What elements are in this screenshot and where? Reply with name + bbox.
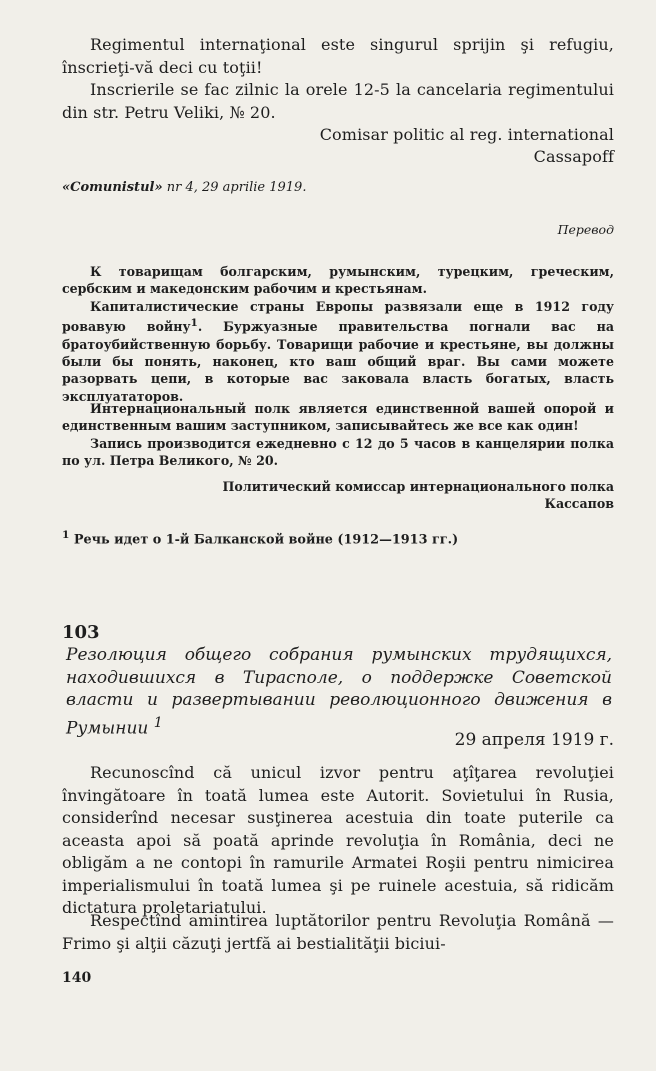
romanian-paragraph-2: Inscrierile se fac zilnic la orele 12-5 la cancelaria regimentului din str. Petru Veliki, № 20. xyxy=(62,80,614,122)
footnote-reference: 1 xyxy=(190,317,198,330)
russian-paragraph-2-text-a: Капиталистические страны Европы развязали еще в 1912 году ровавую войну xyxy=(62,299,614,335)
russian-signature-title: Политический комиссар интернационального полка xyxy=(222,479,614,494)
document-title-note: 1 xyxy=(153,714,163,731)
russian-paragraph-4: Запись производится ежедневно с 12 до 5 часов в канцелярии полка по ул. Петра Великого, № 20. xyxy=(62,436,614,469)
resolution-paragraph-2: Respectînd amintirea luptătorilor pentru Revoluţia Română — Frimo şi alţii căzuţi jertfă ai bestialităţii biciui- xyxy=(62,911,614,953)
romanian-paragraph-1: Regimentul internaţional este singurul sprijin şi refugiu, înscrieţi-vă deci cu toţii! xyxy=(62,35,614,77)
document-number: 103 xyxy=(62,622,100,643)
footnote xyxy=(62,528,614,547)
document-title-text: Резолюция общего собрания румынских трудящихся, находившихся в Тирасполе, о поддержке Советской власти и развертывании революционного движения в Румынии xyxy=(66,645,612,739)
document-date: 29 апреля 1919 г. xyxy=(454,730,614,750)
russian-paragraph-2-text-b: . Буржуазные правительства погнали вас на братоубийственную борьбу. Товарищи рабочие и крестьяне, вы должны были бы понять, наконец, кто ваш общий враг. Вы сами можете разорвать цепи, в которые вас заковала власть богатых, власть эксплуататоров. xyxy=(62,319,615,404)
footnote-text: Речь идет о 1-й Балканской войне (1912—1913 гг.) xyxy=(73,532,459,548)
footnote-mark: 1 xyxy=(62,528,70,541)
russian-paragraph-3: Интернациональный полк является единственной вашей опорой и единственным вашим заступником, записывайтесь же все как один! xyxy=(62,401,614,434)
russian-paragraph-2 xyxy=(62,298,614,405)
russian-signature-name: Кассапов xyxy=(544,496,614,511)
russian-paragraph-1: К товарищам болгарским, румынским, турецким, греческим, сербским и македонским рабочим и крестьянам. xyxy=(62,264,614,297)
romanian-signature-name: Cassapoff xyxy=(533,147,614,166)
resolution-paragraph-1: Recunoscînd că unicul izvor pentru aţîţarea revoluţiei învingătoare în toată lumea este Autorit. Sovietului în Rusia, considerînd necesar susţinerea acestuia din toate puterile ca aceasta apoi să poată aprinde revoluţia în România, deci ne obligăm a ne contopi în ramurile Armatei Roşii pentru nimicirea imperialismului în toată lumea şi pe ruinele acestuia, să ridicăm dictatura proletariatului. xyxy=(62,763,614,917)
romanian-signature-title: Comisar politic al reg. international xyxy=(319,125,614,144)
document-title xyxy=(66,644,612,740)
source-citation xyxy=(62,180,614,195)
translation-label: Перевод xyxy=(557,222,614,237)
source-details: nr 4, 29 aprilie 1919. xyxy=(166,180,307,195)
source-journal: «Comunistul» xyxy=(62,180,163,195)
page-number: 140 xyxy=(62,970,92,986)
